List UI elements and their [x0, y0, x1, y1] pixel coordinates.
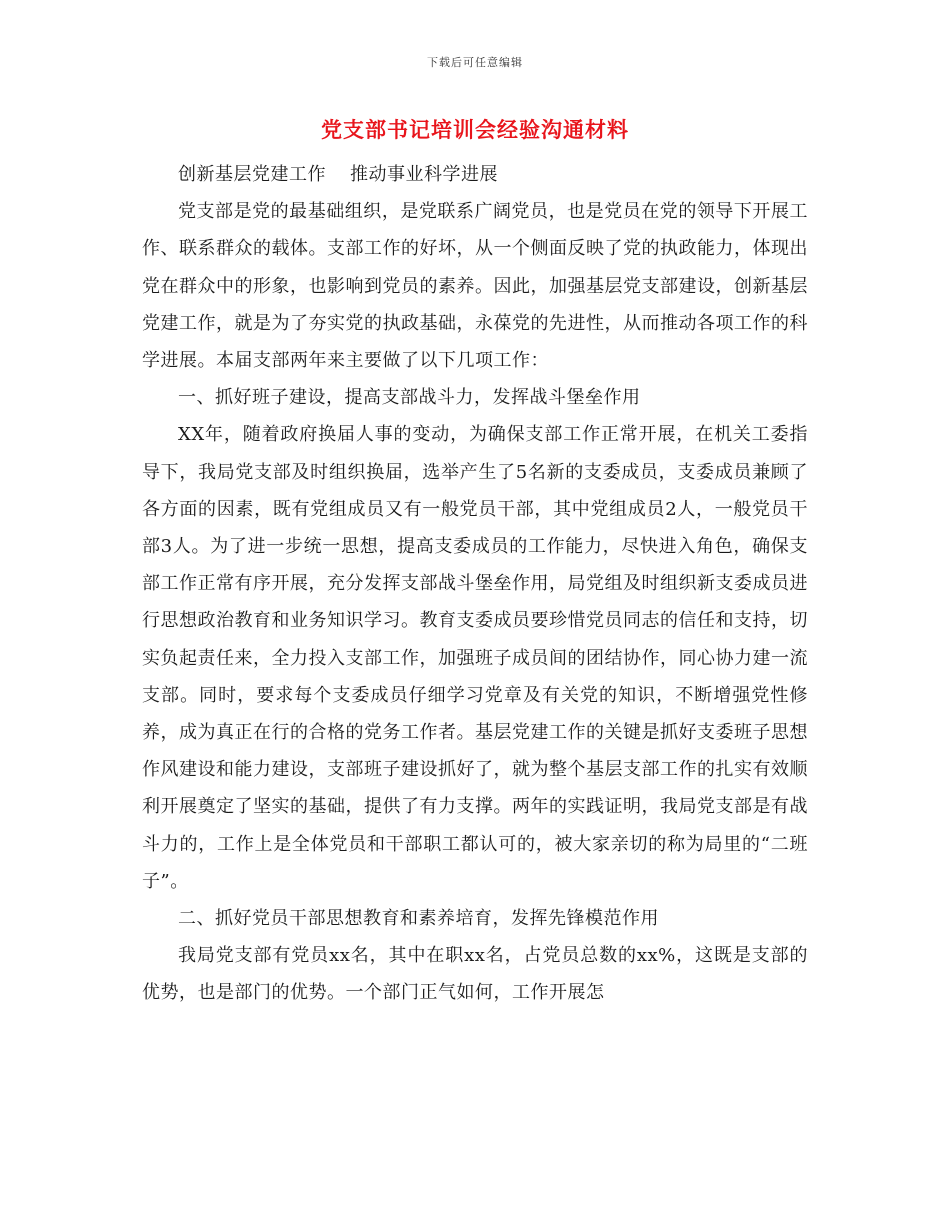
subtitle-part-2: 推动事业科学进展: [350, 164, 498, 185]
document-body: [142, 156, 808, 1012]
paragraph-intro: 党支部是党的最基础组织，是党联系广阔党员，也是党员在党的领导下开展工作、联系群众的载体。支部工作的好坏，从一个侧面反映了党的执政能力，体现出党在群众中的形象，也影响到党员的素养。因此，加强基层党支部建设，创新基层党建工作，就是为了夯实党的执政基础，永葆党的先进性，从而推动各项工作的科学进展。本届支部两年来主要做了以下几项工作：: [142, 201, 808, 372]
document-subtitle: [142, 156, 808, 193]
section-heading-1: 一、抓好班子建设，提高支部战斗力，发挥战斗堡垒作用: [178, 387, 641, 409]
section-heading-2: 二、抓好党员干部思想教育和素养培育，发挥先锋模范作用: [178, 908, 659, 930]
paragraph-section-1: XX年，随着政府换届人事的变动，为确保支部工作正常开展，在机关工委指导下，我局党支部及时组织换届，选举产生了5名新的支委成员，支委成员兼顾了各方面的因素，既有党组成员又有一般党员干部，其中党组成员2人，一般党员干部3人。为了进一步统一思想，提高支委成员的工作能力，尽快进入角色，确保支部工作正常有序开展，充分发挥支部战斗堡垒作用，局党组及时组织新支委成员进行思想政治教育和业务知识学习。教育支委成员要珍惜党员同志的信任和支持，切实负起责任来，全力投入支部工作，加强班子成员间的团结协作，同心协力建一流支部。同时，要求每个支委成员仔细学习党章及有关党的知识，不断增强党性修养，成为真正在行的合格的党务工作者。基层党建工作的关键是抓好支委班子思想作风建设和能力建设，支部班子建设抓好了，就为整个基层支部工作的扎实有效顺利开展奠定了坚实的基础，提供了有力支撑。两年的实践证明，我局党支部是有战斗力的，工作上是全体党员和干部职工都认可的，被大家亲切的称为局里的“二班子”。: [142, 424, 808, 892]
page-header-note: 下载后可任意编辑: [427, 56, 523, 69]
subtitle-part-1: 创新基层党建工作: [178, 164, 326, 185]
paragraph-section-2: 我局党支部有党员xx名，其中在职xx名，占党员总数的xx%，这既是支部的优势，也是部门的优势。一个部门正气如何，工作开展怎: [142, 945, 808, 1004]
document-title: 党支部书记培训会经验沟通材料: [321, 117, 629, 142]
